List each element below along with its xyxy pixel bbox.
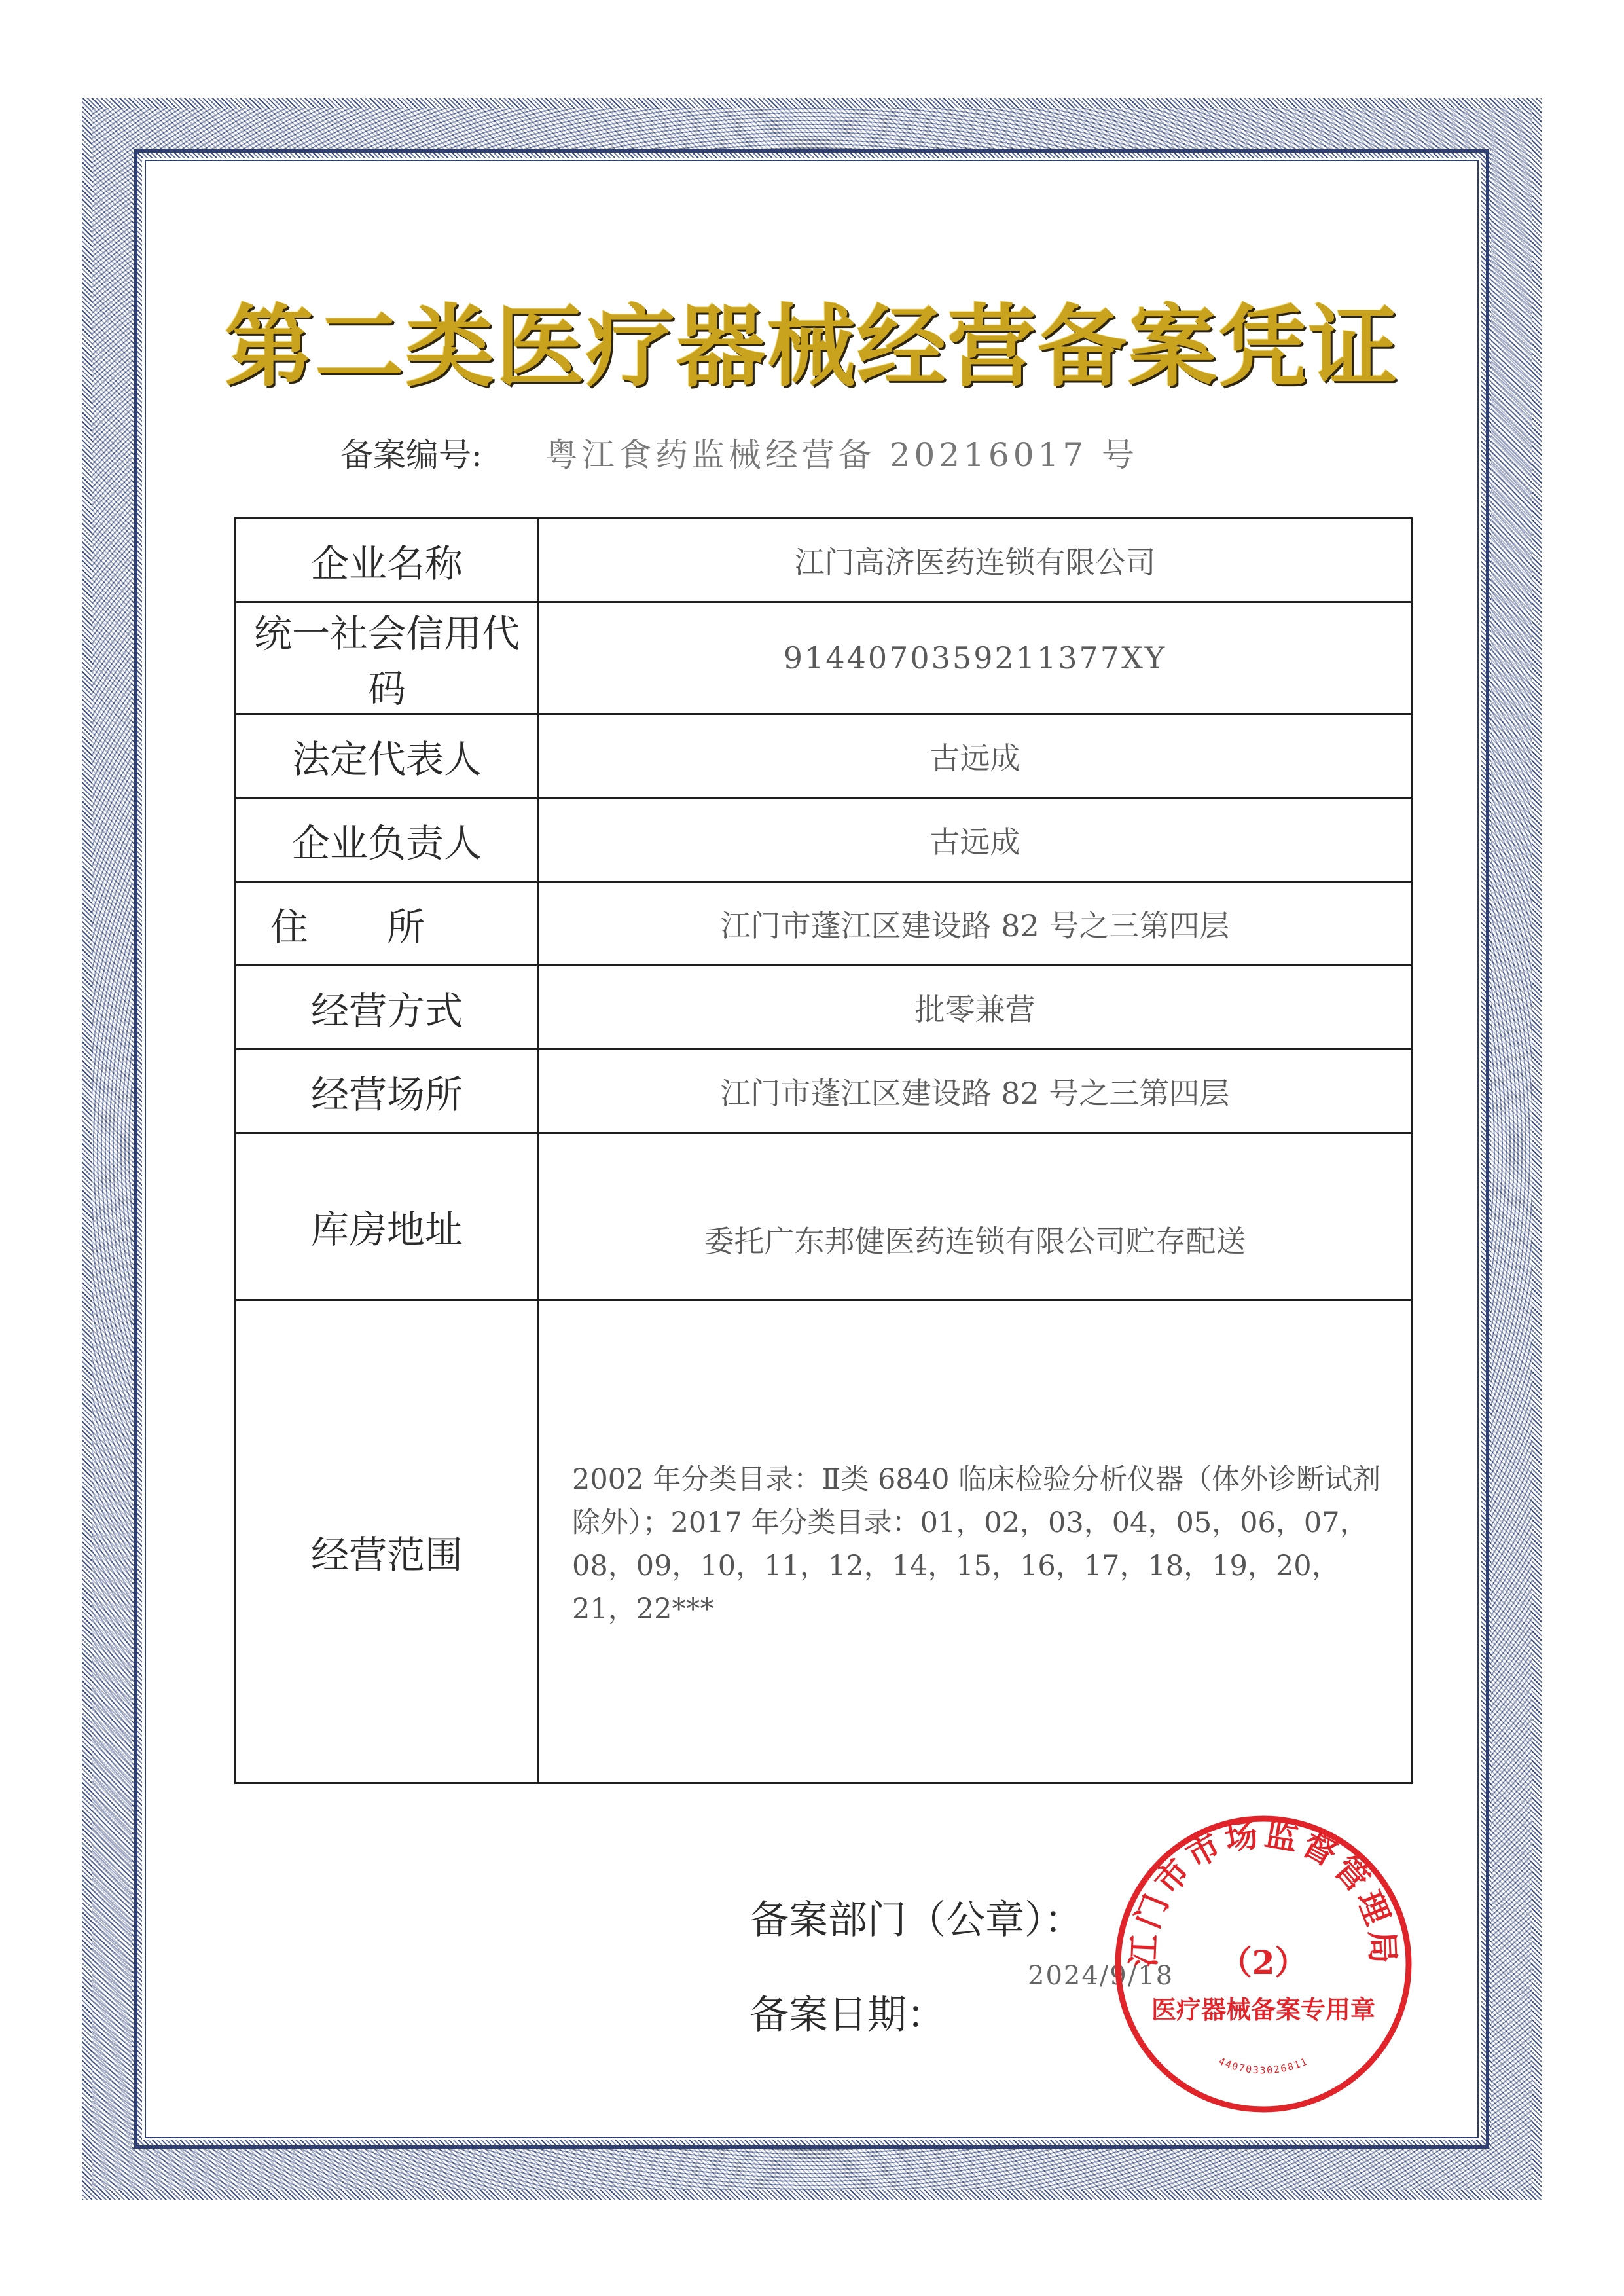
row-label: 库房地址 (236, 1133, 539, 1300)
record-number-value: 粤江食药监械经营备 20216017 号 (545, 436, 1139, 474)
row-label: 住所 (236, 882, 539, 966)
seal-center-text: （2） (1219, 1943, 1308, 1982)
table-row-business-premises (236, 1049, 1412, 1133)
table-row-business-mode (236, 966, 1412, 1049)
row-value: 江门市蓬江区建设路 82 号之三第四层 (539, 1049, 1412, 1133)
row-label: 企业名称 (236, 519, 539, 602)
table-row-domicile (236, 882, 1412, 966)
filing-date-value: 2024/9/18 (1028, 1961, 1174, 1991)
row-label: 经营场所 (236, 1049, 539, 1133)
row-value: 古远成 (539, 714, 1412, 798)
row-label: 法定代表人 (236, 714, 539, 798)
row-label: 经营范围 (236, 1300, 539, 1783)
row-label: 经营方式 (236, 966, 539, 1049)
official-seal (1110, 1810, 1417, 2118)
seal-outer-text: 江门市市场监督管理局 (1124, 1814, 1403, 1969)
table-row-legal-representative (236, 714, 1412, 798)
row-value: 江门市蓬江区建设路 82 号之三第四层 (539, 882, 1412, 966)
certificate-title: 第二类医疗器械经营备案凭证 (225, 295, 1399, 399)
table-row-person-in-charge (236, 798, 1412, 882)
row-label: 统一社会信用代码 (236, 602, 539, 714)
table-row-company-name (236, 519, 1412, 602)
filing-date-label: 备案日期： (749, 1992, 946, 2038)
record-number (340, 429, 1138, 476)
table-row-credit-code (236, 602, 1412, 714)
row-value: 古远成 (539, 798, 1412, 882)
certificate-info-table (234, 517, 1413, 1784)
filing-department-label: 备案部门（公章）： (749, 1897, 1083, 1943)
row-value: 委托广东邦健医药连锁有限公司贮存配送 (539, 1133, 1412, 1300)
table-row-business-scope (236, 1300, 1412, 1783)
row-value: 批零兼营 (539, 966, 1412, 1049)
table-row-warehouse-address (236, 1133, 1412, 1300)
row-label: 企业负责人 (236, 798, 539, 882)
row-value: 江门高济医药连锁有限公司 (539, 519, 1412, 602)
record-number-label: 备案编号: (340, 436, 482, 474)
seal-serial-number: 4407033026811 (1216, 2055, 1310, 2077)
seal-bottom-text: 医疗器械备案专用章 (1151, 1995, 1376, 2024)
row-value: 9144070359211377XY (539, 602, 1412, 714)
row-value: 2002 年分类目录：Ⅱ类 6840 临床检验分析仪器（体外诊断试剂除外）；2017 年分类目录：01，02，03，04，05，06，07，08，09，10，11，12，14，15，16，17，18，19，20，21，22*** (539, 1300, 1412, 1783)
